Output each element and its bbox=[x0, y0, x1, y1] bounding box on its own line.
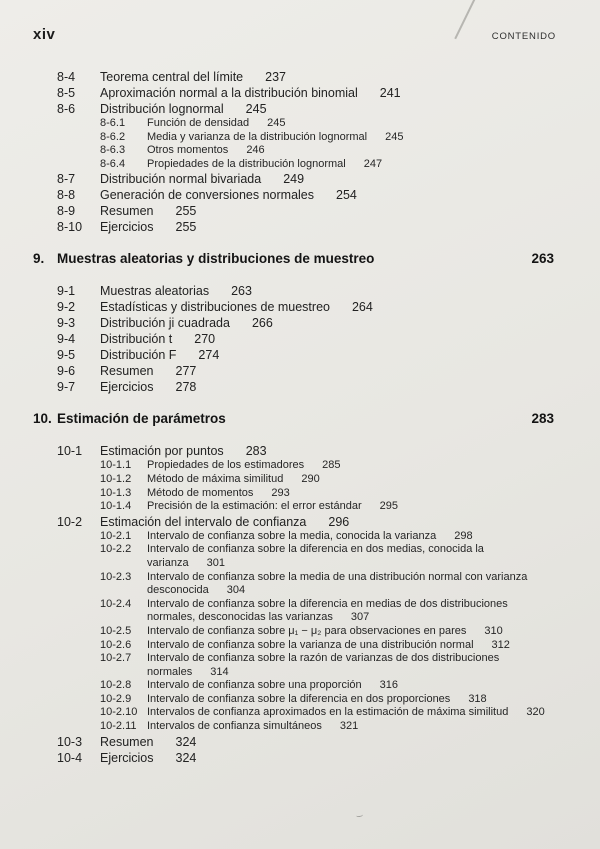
toc-entry-row bbox=[33, 219, 554, 235]
toc-entry-number: 9-2 bbox=[57, 300, 76, 315]
toc-entry-row bbox=[33, 171, 554, 187]
toc-entry-title-text: Intervalo de confianza sobre la varianza de una distribución normal bbox=[147, 638, 474, 651]
toc-entry-title-text: Intervalo de confianza sobre la media, conocida la varianza bbox=[147, 529, 437, 542]
toc-chapter-row bbox=[33, 410, 554, 427]
toc-entry-title-text: Intervalo de confianza sobre la diferencia en dos medias, conocida la varianza bbox=[147, 543, 484, 569]
toc-entry-page: 307 bbox=[350, 611, 370, 624]
toc-entry-title bbox=[147, 598, 554, 625]
toc-entry-title bbox=[100, 101, 554, 117]
toc-entry-number: 9-4 bbox=[57, 332, 76, 347]
toc-entry-page: 296 bbox=[328, 514, 350, 529]
page-folio: xiv bbox=[33, 26, 56, 43]
toc-entry-title-text: Generación de conversiones normales bbox=[100, 188, 315, 203]
toc-entry-page: 316 bbox=[379, 679, 398, 692]
toc-entry-title-text: Teorema central del límite bbox=[100, 70, 244, 84]
toc-entry-title-text: Intervalos de confianza simultáneos bbox=[147, 720, 322, 733]
toc-entry-page: 249 bbox=[283, 172, 305, 187]
toc-entry-title bbox=[100, 514, 554, 530]
toc-entry-title bbox=[57, 250, 554, 267]
toc-entry-page: 263 bbox=[231, 284, 252, 299]
toc-entry-page: 270 bbox=[194, 332, 216, 347]
toc-entry-row bbox=[33, 315, 554, 331]
toc-entry-title-text: Distribución t bbox=[100, 332, 173, 347]
toc-entry-page: 283 bbox=[531, 411, 554, 427]
toc-entry-page: 277 bbox=[175, 364, 197, 379]
toc-entry-page: 254 bbox=[336, 188, 357, 203]
toc-entry-number: 8-7 bbox=[57, 172, 76, 187]
toc-entry-number: 8-6.4 bbox=[100, 157, 126, 170]
toc-entry-title bbox=[147, 487, 554, 501]
toc-entry-title bbox=[147, 639, 554, 653]
toc-entry-page: 301 bbox=[206, 556, 225, 569]
toc-entry-title-text: Resumen bbox=[100, 364, 154, 379]
toc-entry-page: 255 bbox=[175, 204, 197, 219]
toc-entry-number: 9-1 bbox=[57, 284, 76, 299]
toc-entry-row bbox=[33, 69, 554, 85]
toc-list bbox=[0, 69, 600, 766]
toc-entry-title-text: Aproximación normal a la distribución binomial bbox=[100, 86, 358, 100]
toc-entry-page: 266 bbox=[251, 316, 273, 331]
toc-entry-row bbox=[33, 652, 554, 679]
toc-entry-row bbox=[33, 158, 554, 172]
toc-entry-title-text: Propiedades de los estimadores bbox=[147, 459, 305, 472]
toc-entry-title bbox=[147, 652, 554, 679]
toc-entry-row bbox=[33, 530, 554, 544]
toc-entry-number: 10-1.4 bbox=[100, 500, 132, 513]
toc-entry-page: 293 bbox=[271, 486, 290, 499]
toc-entry-title-text: Intervalo de confianza sobre la razón de varianzas de dos distribuciones normales bbox=[147, 652, 500, 678]
page-header bbox=[0, 0, 600, 43]
toc-entry-title bbox=[100, 283, 554, 299]
toc-entry-row bbox=[33, 85, 554, 101]
toc-entry-title-text: Método de momentos bbox=[147, 486, 254, 499]
toc-entry-title bbox=[57, 410, 554, 427]
toc-entry-page: 245 bbox=[245, 102, 267, 116]
toc-entry-number: 10-2.8 bbox=[100, 679, 132, 692]
toc-entry-row bbox=[33, 101, 554, 117]
toc-entry-page: 285 bbox=[322, 459, 341, 472]
toc-entry-title bbox=[147, 144, 554, 158]
toc-entry-title-text: Ejercicios bbox=[100, 220, 154, 235]
toc-entry-title-text: Método de máxima similitud bbox=[147, 472, 284, 485]
toc-entry-row bbox=[33, 750, 554, 766]
toc-entry-title-text: Estimación de parámetros bbox=[57, 411, 226, 427]
toc-entry-title bbox=[100, 734, 554, 750]
toc-entry-number: 8-8 bbox=[57, 188, 76, 203]
toc-entry-row bbox=[33, 379, 554, 395]
toc-entry-title-text: Intervalos de confianza aproximados en la estimación de máxima similitud bbox=[147, 706, 509, 719]
toc-entry-number: 8-6.2 bbox=[100, 130, 126, 143]
toc-entry-title bbox=[147, 117, 554, 131]
toc-entry-title bbox=[147, 679, 554, 693]
toc-entry-number: 10-1.2 bbox=[100, 472, 132, 485]
toc-entry-title bbox=[147, 625, 554, 639]
toc-entry-row bbox=[33, 734, 554, 750]
toc-entry-number: 10-2.6 bbox=[100, 638, 132, 651]
toc-entry-title-text: Muestras aleatorias bbox=[100, 284, 210, 299]
toc-entry-row bbox=[33, 693, 554, 707]
toc-entry-page: 241 bbox=[379, 86, 401, 100]
toc-entry-page: 264 bbox=[351, 300, 373, 315]
toc-entry-row bbox=[33, 347, 554, 363]
toc-entry-number: 9-6 bbox=[57, 364, 76, 379]
toc-entry-title bbox=[147, 473, 554, 487]
toc-entry-title-text: Muestras aleatorias y distribuciones de muestreo bbox=[57, 251, 375, 267]
toc-entry-number: 10-2.11 bbox=[100, 720, 137, 733]
toc-entry-title-text: Propiedades de la distribución lognormal bbox=[147, 157, 346, 170]
toc-entry-title bbox=[100, 219, 554, 235]
toc-entry-row bbox=[33, 459, 554, 473]
toc-entry-title bbox=[147, 530, 554, 544]
toc-entry-number: 10-2.7 bbox=[100, 652, 132, 665]
toc-entry-title-text: Resumen bbox=[100, 734, 154, 749]
toc-entry-page: 255 bbox=[175, 220, 197, 235]
toc-entry-title bbox=[100, 171, 554, 187]
toc-entry-title bbox=[147, 500, 554, 514]
toc-entry-number: 10-2.4 bbox=[100, 597, 132, 610]
toc-entry-number: 8-10 bbox=[57, 220, 83, 235]
toc-entry-title bbox=[100, 750, 554, 766]
toc-entry-page: 298 bbox=[454, 529, 473, 542]
toc-entry-title-text: Distribución F bbox=[100, 348, 177, 363]
toc-entry-title-text: Ejercicios bbox=[100, 380, 154, 395]
toc-entry-row bbox=[33, 117, 554, 131]
toc-entry-row bbox=[33, 706, 554, 720]
toc-entry-page: 321 bbox=[339, 720, 359, 733]
toc-entry-page: 263 bbox=[531, 251, 554, 267]
toc-entry-page: 247 bbox=[363, 157, 383, 170]
running-head: CONTENIDO bbox=[491, 31, 556, 42]
toc-entry-page: 278 bbox=[175, 380, 197, 395]
toc-entry-page: 324 bbox=[175, 750, 197, 765]
toc-entry-number: 10-3 bbox=[57, 734, 83, 749]
toc-entry-number: 10-1.3 bbox=[100, 486, 132, 499]
toc-entry-page: 324 bbox=[175, 734, 197, 749]
toc-entry-number: 8-6 bbox=[57, 102, 76, 116]
toc-entry-row bbox=[33, 571, 554, 598]
toc-entry-row bbox=[33, 144, 554, 158]
toc-entry-number: 9-5 bbox=[57, 348, 76, 363]
toc-entry-row bbox=[33, 443, 554, 459]
toc-entry-title-text: Distribución ji cuadrada bbox=[100, 316, 230, 331]
toc-entry-row bbox=[33, 543, 554, 570]
toc-entry-title-text: Resumen bbox=[100, 204, 154, 219]
toc-entry-title bbox=[147, 706, 554, 720]
toc-entry-title-text: Otros momentos bbox=[147, 144, 229, 157]
toc-entry-title-text: Estimación por puntos bbox=[100, 444, 224, 459]
toc-chapter-row bbox=[33, 250, 554, 267]
toc-entry-row bbox=[33, 500, 554, 514]
toc-entry-title bbox=[100, 347, 554, 363]
toc-entry-page: 290 bbox=[301, 472, 320, 485]
toc-entry-number: 8-5 bbox=[57, 86, 76, 100]
toc-entry-title bbox=[100, 203, 554, 219]
toc-entry-title bbox=[100, 299, 554, 315]
toc-entry-number: 10-2.10 bbox=[100, 706, 138, 719]
toc-entry-title-text: Precisión de la estimación: el error estándar bbox=[147, 500, 362, 513]
toc-entry-title-text: Intervalo de confianza sobre una proporción bbox=[147, 679, 362, 692]
toc-entry-page: 295 bbox=[379, 500, 398, 513]
toc-entry-number: 10-1.1 bbox=[100, 459, 132, 472]
toc-entry-page: 283 bbox=[245, 444, 267, 459]
toc-entry-page: 318 bbox=[468, 692, 487, 705]
toc-entry-page: 246 bbox=[246, 144, 265, 157]
toc-entry-title-text: Intervalo de confianza sobre la media de una distribución normal con varianza desconocida bbox=[147, 570, 528, 597]
toc-entry-title bbox=[100, 69, 554, 85]
toc-entry-number: 10-2 bbox=[57, 514, 83, 529]
toc-entry-title-text: Distribución lognormal bbox=[100, 102, 224, 116]
toc-entry-row bbox=[33, 187, 554, 203]
toc-entry-row bbox=[33, 720, 554, 734]
toc-entry-title bbox=[147, 571, 554, 598]
toc-entry-row bbox=[33, 203, 554, 219]
toc-entry-row bbox=[33, 598, 554, 625]
toc-entry-title bbox=[147, 131, 554, 145]
scan-artifact-mark bbox=[356, 813, 363, 818]
toc-entry-page: 314 bbox=[210, 665, 229, 678]
toc-entry-row bbox=[33, 299, 554, 315]
toc-entry-page: 274 bbox=[198, 348, 220, 363]
toc-entry-title bbox=[147, 459, 554, 473]
toc-entry-row bbox=[33, 487, 554, 501]
toc-entry-page: 245 bbox=[267, 117, 286, 129]
toc-entry-number: 8-6.3 bbox=[100, 144, 126, 157]
toc-entry-number: 10-2.9 bbox=[100, 692, 132, 705]
toc-entry-title bbox=[100, 85, 554, 101]
toc-entry-title bbox=[147, 158, 554, 172]
toc-entry-number: 10-1 bbox=[57, 444, 83, 459]
toc-entry-number: 10-4 bbox=[57, 750, 83, 765]
toc-entry-page: 320 bbox=[526, 706, 545, 719]
toc-entry-title bbox=[100, 379, 554, 395]
toc-entry-number: 10-2.1 bbox=[100, 529, 132, 542]
toc-entry-row bbox=[33, 679, 554, 693]
toc-entry-title bbox=[147, 543, 554, 570]
toc-entry-title-text: Estimación del intervalo de confianza bbox=[100, 514, 307, 529]
toc-entry-title bbox=[100, 187, 554, 203]
toc-entry-row bbox=[33, 131, 554, 145]
toc-entry-title bbox=[100, 315, 554, 331]
toc-entry-title bbox=[100, 443, 554, 459]
toc-entry-title-text: Función de densidad bbox=[147, 117, 250, 129]
toc-entry-page: 312 bbox=[491, 638, 510, 651]
toc-entry-row bbox=[33, 283, 554, 299]
toc-entry-title bbox=[147, 693, 554, 707]
toc-entry-title-text: Intervalo de confianza sobre la diferencia en dos proporciones bbox=[147, 692, 451, 705]
toc-entry-number: 10. bbox=[33, 411, 52, 427]
toc-entry-page: 237 bbox=[265, 70, 286, 84]
toc-entry-title-text: Estadísticas y distribuciones de muestreo bbox=[100, 300, 330, 315]
toc-entry-row bbox=[33, 625, 554, 639]
toc-entry-number: 8-6.1 bbox=[100, 117, 126, 129]
toc-entry-title-text: Ejercicios bbox=[100, 750, 154, 765]
toc-entry-number: 9. bbox=[33, 251, 45, 267]
toc-entry-number: 10-2.3 bbox=[100, 570, 132, 583]
toc-entry-title-text: Intervalo de confianza sobre μ₁ − μ₂ para observaciones en pares bbox=[147, 624, 467, 637]
toc-entry-page: 304 bbox=[226, 584, 246, 597]
toc-entry-row bbox=[33, 473, 554, 487]
toc-entry-number: 8-9 bbox=[57, 204, 76, 219]
toc-entry-number: 8-4 bbox=[57, 70, 76, 84]
toc-entry-title-text: Intervalo de confianza sobre la diferencia en medias de dos distribuciones normales, desconocidas las varianzas bbox=[147, 597, 508, 624]
toc-entry-row bbox=[33, 331, 554, 347]
toc-entry-row bbox=[33, 639, 554, 653]
toc-entry-row bbox=[33, 363, 554, 379]
toc-entry-page: 245 bbox=[385, 130, 404, 143]
toc-entry-title bbox=[100, 363, 554, 379]
toc-entry-title-text: Media y varianza de la distribución lognormal bbox=[147, 130, 368, 143]
toc-entry-number: 10-2.5 bbox=[100, 624, 132, 637]
toc-entry-number: 10-2.2 bbox=[100, 543, 132, 556]
toc-entry-title bbox=[147, 720, 554, 734]
toc-entry-title bbox=[100, 331, 554, 347]
toc-entry-number: 9-7 bbox=[57, 380, 76, 395]
toc-entry-number: 9-3 bbox=[57, 316, 76, 331]
toc-entry-title-text: Distribución normal bivariada bbox=[100, 172, 262, 187]
toc-entry-row bbox=[33, 514, 554, 530]
toc-entry-page: 310 bbox=[484, 624, 503, 637]
